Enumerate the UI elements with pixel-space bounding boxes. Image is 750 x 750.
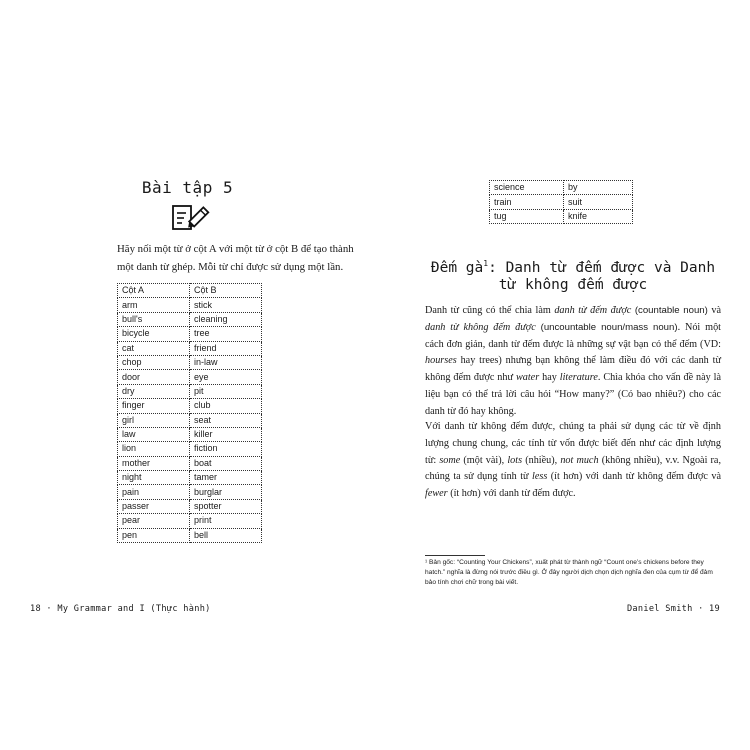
table-row <box>118 341 262 355</box>
column-a-cell: finger <box>118 399 190 413</box>
column-b-cell: club <box>190 399 262 413</box>
column-b-cell: suit <box>564 195 633 209</box>
column-b-cell: tree <box>190 327 262 341</box>
column-b-cell: killer <box>190 427 262 441</box>
table-row <box>490 181 633 195</box>
column-a-cell: train <box>490 195 564 209</box>
page-footer-right: Daniel Smith · 19 <box>626 604 720 614</box>
para1-italic: danh từ đếm được <box>554 305 632 316</box>
table-row <box>118 327 262 341</box>
column-b-cell: eye <box>190 370 262 384</box>
column-b-cell: print <box>190 514 262 528</box>
column-a-cell: tug <box>490 209 564 223</box>
para2-italic: lots <box>507 454 523 466</box>
exercise-instruction: Hãy nối một từ ở cột A với một từ ở cột B để tạo thành một danh từ ghép. Mỗi từ chỉ được sử dụng một lần. <box>117 243 354 273</box>
column-a-cell: bull's <box>118 312 190 326</box>
para1-bold-term: (uncountable noun/mass noun) <box>540 321 678 333</box>
para1-bold-term: (countable noun) <box>634 305 708 316</box>
column-b-cell: spotter <box>190 499 262 513</box>
footnote: ¹ Bản gốc: “Counting Your Chickens”, xuất phát từ thành ngữ “Count one’s chickens before they hatch.” nghĩa là đừng nói trước điều gì. Ở đây người dịch chọn dịch nghĩa đen của cụm từ để đảm bảo tính chơi chữ trong bài viết. <box>425 559 713 587</box>
para2-text: (một vài), <box>460 454 508 466</box>
para2-italic: not much <box>560 454 599 466</box>
table-row <box>118 442 262 456</box>
column-a-cell: science <box>490 181 564 195</box>
column-b-cell: boat <box>190 456 262 470</box>
word-match-table-continued <box>489 180 633 224</box>
table-row <box>118 485 262 499</box>
column-a-cell: night <box>118 471 190 485</box>
table-row <box>118 312 262 326</box>
para2-italic: fewer <box>425 488 448 500</box>
column-a-cell: mother <box>118 456 190 470</box>
table-row <box>118 413 262 427</box>
footnote-marker: 1 <box>483 259 489 268</box>
column-b-cell: fiction <box>190 442 262 456</box>
para1-text: hay trees) nhưng bạn không thể làm điều đó với các danh từ không đếm được như <box>425 355 721 384</box>
pencil-paper-icon <box>170 204 210 232</box>
table-row <box>118 355 262 369</box>
paragraph-2 <box>425 419 721 503</box>
column-a-cell: bicycle <box>118 327 190 341</box>
column-b-cell: pit <box>190 384 262 398</box>
column-a-cell: pen <box>118 528 190 542</box>
column-a-cell: passer <box>118 499 190 513</box>
column-b-cell: cleaning <box>190 312 262 326</box>
heading-text-2: : Danh từ đếm được và Danh từ không đếm được <box>488 259 716 293</box>
column-b-header: Cột B <box>190 284 262 298</box>
table-row <box>490 195 633 209</box>
page-footer-left: 18 · My Grammar and I (Thực hành) <box>30 604 211 614</box>
column-b-cell: knife <box>564 209 633 223</box>
table-row <box>118 514 262 528</box>
column-a-cell: pear <box>118 514 190 528</box>
table-row <box>118 399 262 413</box>
para1-text: . Nói một cách đơn giản, danh từ đếm được là những sự vật bạn có thể đếm (VD: <box>425 321 721 350</box>
column-b-cell: bell <box>190 528 262 542</box>
table-row <box>118 427 262 441</box>
column-a-cell: chop <box>118 355 190 369</box>
right-page <box>375 0 750 750</box>
column-a-header: Cột A <box>118 284 190 298</box>
word-match-table <box>117 283 262 543</box>
table-row <box>118 528 262 542</box>
para1-text: và <box>707 305 721 316</box>
table-row <box>118 456 262 470</box>
table-row <box>118 471 262 485</box>
column-b-cell: friend <box>190 341 262 355</box>
para1-text: . Chìa khóa cho vấn đề này là liệu bạn có thể trả lời câu hỏi “How many?” (Có bao nhiêu?) cho các danh từ đó hay không. <box>425 372 721 417</box>
column-b-cell: in-law <box>190 355 262 369</box>
column-b-cell: tamer <box>190 471 262 485</box>
column-a-cell: cat <box>118 341 190 355</box>
para2-text: Với danh từ không đếm được, chúng ta phải sử dụng các từ về định lượng chung chung, các tính từ vốn được biết đến như các định lượng từ: <box>425 421 721 466</box>
para1-text: hay <box>539 372 560 384</box>
column-a-cell: arm <box>118 298 190 312</box>
column-a-cell: dry <box>118 384 190 398</box>
para2-text: (nhiều), <box>522 454 561 466</box>
column-a-cell: girl <box>118 413 190 427</box>
column-a-cell: door <box>118 370 190 384</box>
para2-italic: some <box>439 454 461 466</box>
table-row <box>490 209 633 223</box>
column-b-cell: seat <box>190 413 262 427</box>
column-b-cell: stick <box>190 298 262 312</box>
para2-text: (ít hơn) với danh từ không đếm được và <box>547 471 722 483</box>
column-a-cell: lion <box>118 442 190 456</box>
para2-text: (không nhiều), v.v. Ngoài ra, chúng ta sử dụng tính từ <box>425 454 721 483</box>
para1-text: Danh từ cũng có thể chia làm <box>425 305 555 316</box>
para1-italic: hourses <box>425 355 457 367</box>
table-row <box>118 384 262 398</box>
footnote-divider <box>425 555 485 556</box>
section-heading <box>423 255 723 294</box>
column-b-cell: by <box>564 181 633 195</box>
paragraph-1 <box>425 303 721 421</box>
column-a-cell: pain <box>118 485 190 499</box>
table-header-row <box>118 284 262 298</box>
para1-italic: water <box>515 372 540 384</box>
table-row <box>118 298 262 312</box>
table-row <box>118 499 262 513</box>
exercise-title: Bài tập 5 <box>141 178 234 197</box>
column-a-cell: law <box>118 427 190 441</box>
para1-italic: danh từ không đếm được <box>425 321 536 333</box>
table-row <box>118 370 262 384</box>
heading-text-1: Đếm gà <box>430 259 484 276</box>
column-b-cell: burglar <box>190 485 262 499</box>
para2-italic: less <box>532 471 548 483</box>
para2-text: (ít hơn) với danh từ đếm được. <box>447 488 576 500</box>
para1-italic: literature <box>559 372 598 384</box>
